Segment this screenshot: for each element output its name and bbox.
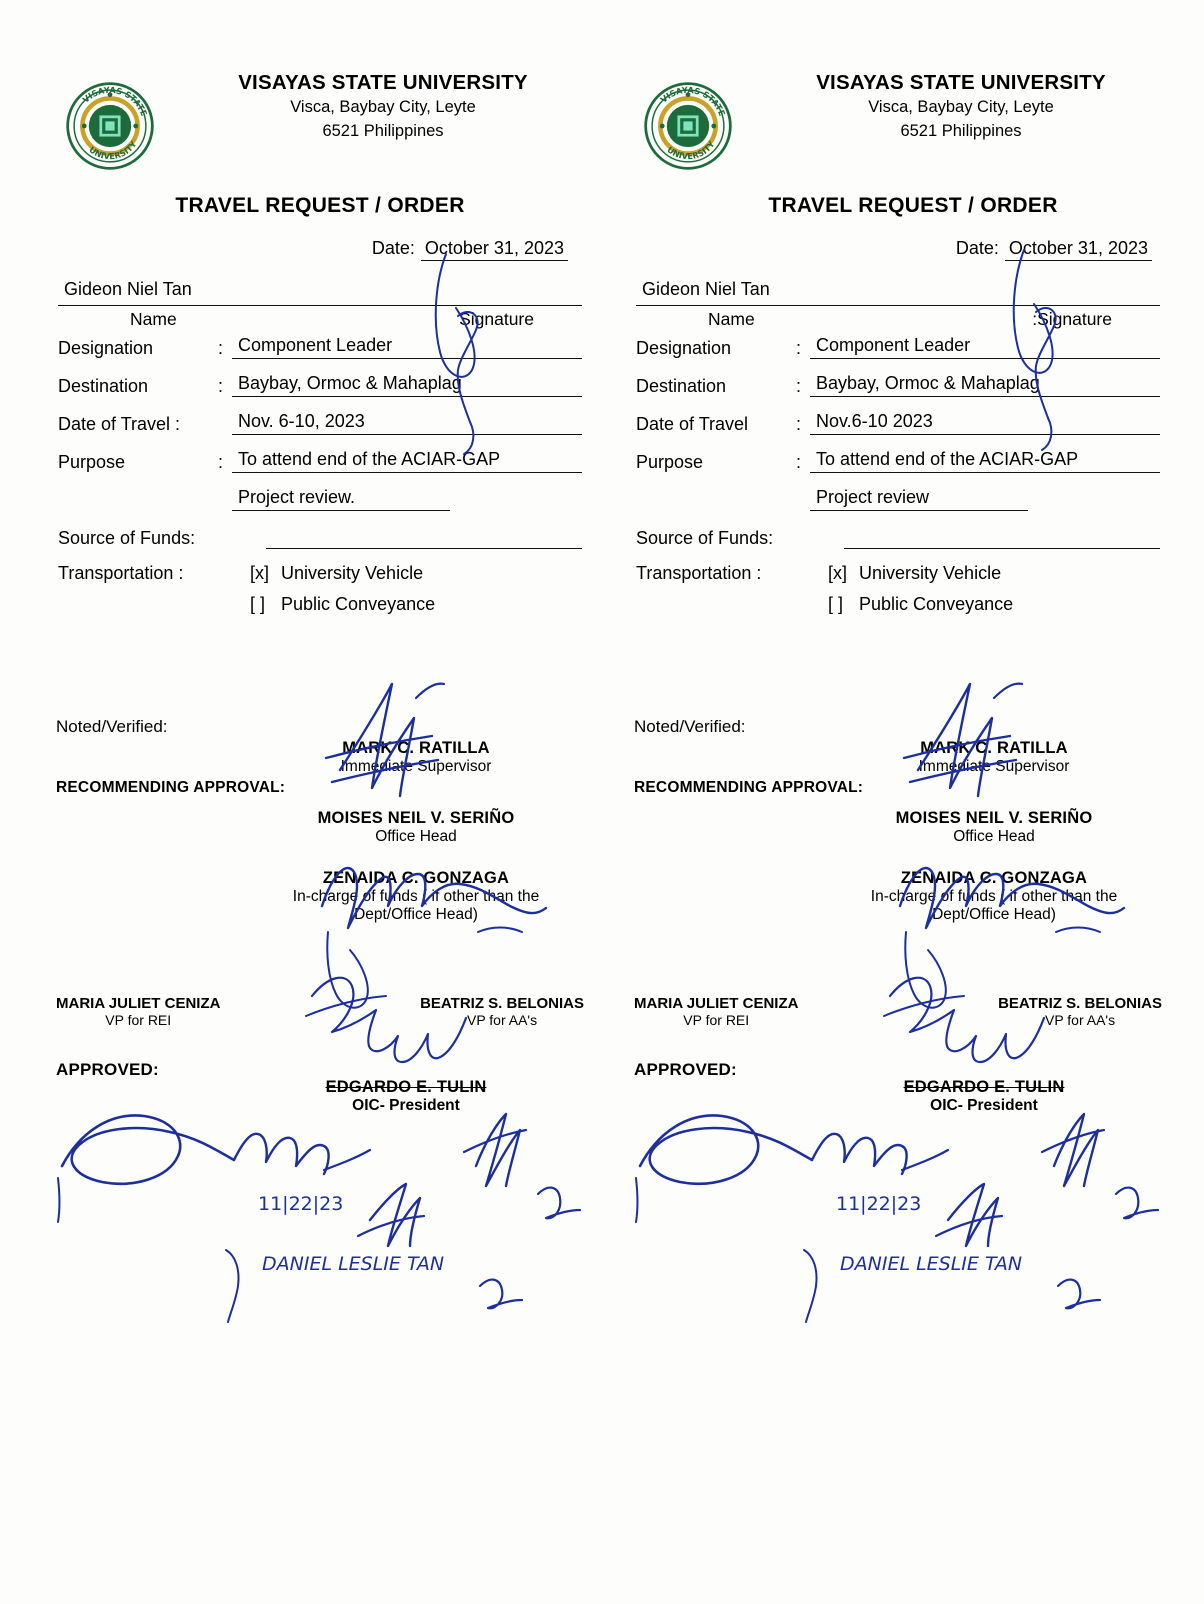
president-role: OIC- President	[930, 1097, 1038, 1114]
svg-text:VISAYAS STATE: VISAYAS STATE	[658, 84, 728, 118]
in-charge-of-funds-name: ZENAIDA C. GONZAGA	[900, 869, 1088, 887]
svg-text:UNIVERSITY: UNIVERSITY	[87, 139, 139, 162]
purpose-value-line-2: Project review.	[232, 487, 450, 511]
in-charge-of-funds-role-line-1: In-charge of funds ( if other than the	[870, 888, 1118, 905]
source-of-funds-value	[266, 525, 582, 549]
transport-option-public-label: Public Conveyance	[859, 594, 1014, 614]
vp-rei-block	[634, 995, 798, 1028]
transport-option-university-vehicle[interactable]	[250, 563, 435, 584]
date-of-travel-value: Nov.6-10 2023	[810, 411, 1160, 435]
noted-verified-label: Noted/Verified:	[634, 717, 746, 736]
purpose-row	[58, 449, 600, 473]
vp-rei-name: MARIA JULIET CENIZA	[56, 995, 221, 1012]
recommending-approval-label: RECOMMENDING APPROVAL:	[634, 779, 864, 796]
purpose-value-line-2: Project review	[810, 487, 1028, 511]
checkbox-university-vehicle[interactable]: [x]	[250, 563, 270, 583]
transport-option-public-conveyance[interactable]	[250, 594, 435, 615]
transport-option-public-conveyance[interactable]	[828, 594, 1013, 615]
noted-verified-label: Noted/Verified:	[56, 717, 168, 736]
noted-verified-name: MARK C. RATILLA	[342, 739, 490, 757]
form-title: TRAVEL REQUEST / ORDER	[175, 194, 465, 217]
recommending-approval-name: MOISES NEIL V. SERIÑO	[317, 809, 515, 827]
signature-label: Signature	[459, 309, 534, 329]
designation-row	[636, 335, 1178, 359]
travel-request-form-copy-1	[40, 70, 600, 1275]
university-address-line-1: Visca, Baybay City, Leyte	[868, 97, 1054, 116]
designation-colon: :	[796, 338, 802, 358]
handwritten-date-text: 11|22|23	[258, 1193, 344, 1215]
purpose-label: Purpose	[58, 452, 126, 472]
date-label: Date:	[371, 238, 415, 258]
recommending-approval-role: Office Head	[953, 828, 1035, 845]
name-rule	[58, 305, 582, 306]
date-row	[40, 238, 600, 261]
transportation-label: Transportation :	[636, 563, 762, 583]
university-address-line-2: 6521 Philippines	[322, 121, 444, 140]
checkbox-public-conveyance[interactable]: [ ]	[828, 594, 844, 614]
approvals-section	[40, 677, 600, 1142]
transport-option-university-label: University Vehicle	[859, 563, 1002, 583]
university-seal-icon	[642, 80, 734, 172]
date-of-travel-label: Date of Travel	[636, 414, 749, 434]
checkbox-public-conveyance[interactable]: [ ]	[250, 594, 266, 614]
svg-text:UNIVERSITY: UNIVERSITY	[665, 139, 717, 162]
approvals-section	[618, 677, 1178, 1142]
date-label: Date:	[955, 238, 999, 258]
in-charge-of-funds-role-line-2: Dept/Office Head)	[354, 906, 478, 923]
transportation-row	[636, 563, 1178, 625]
recommending-approval-name: MOISES NEIL V. SERIÑO	[895, 809, 1093, 827]
purpose-value-line-1: To attend end of the ACIAR-GAP	[810, 449, 1160, 473]
name-label: Name	[708, 309, 755, 329]
designation-label: Designation	[636, 338, 732, 358]
designation-label: Designation	[58, 338, 154, 358]
in-charge-of-funds-role-line-1: In-charge of funds ( if other than the	[292, 888, 540, 905]
date-value: October 31, 2023	[1005, 238, 1152, 261]
designation-value: Component Leader	[232, 335, 582, 359]
name-value: Gideon Niel Tan	[642, 279, 770, 299]
vp-aas-role: VP for AA's	[1044, 1012, 1116, 1028]
form-header	[40, 70, 600, 172]
name-row	[636, 279, 1178, 335]
designation-colon: :	[218, 338, 224, 358]
date-row	[618, 238, 1178, 261]
in-charge-of-funds-name: ZENAIDA C. GONZAGA	[322, 869, 510, 887]
university-address-line-2: 6521 Philippines	[900, 121, 1022, 140]
checkbox-university-vehicle[interactable]: [x]	[828, 563, 848, 583]
noted-verified-name: MARK C. RATILLA	[920, 739, 1068, 757]
university-name: VISAYAS STATE UNIVERSITY	[816, 71, 1106, 94]
university-name: VISAYAS STATE UNIVERSITY	[238, 71, 528, 94]
destination-row	[636, 373, 1178, 397]
destination-value: Baybay, Ormoc & Mahaplag	[810, 373, 1160, 397]
purpose-value-line-1: To attend end of the ACIAR-GAP	[232, 449, 582, 473]
president-name: EDGARDO E. TULIN	[903, 1078, 1065, 1096]
svg-text:11|22|23: 11|22|23	[836, 1193, 922, 1215]
purpose-row-continued	[58, 487, 600, 511]
president-name: EDGARDO E. TULIN	[325, 1078, 487, 1096]
destination-label: Destination	[58, 376, 149, 396]
date-of-travel-colon: :	[796, 414, 802, 434]
source-of-funds-value	[844, 525, 1160, 549]
transport-option-university-label: University Vehicle	[281, 563, 424, 583]
vp-aas-block	[420, 995, 584, 1028]
source-of-funds-label: Source of Funds:	[58, 528, 196, 548]
form-header	[618, 70, 1178, 172]
vp-aas-role: VP for AA's	[466, 1012, 538, 1028]
approved-label: APPROVED:	[634, 1060, 737, 1079]
form-copies-container	[0, 70, 1204, 1275]
purpose-colon: :	[218, 452, 224, 472]
name-row	[58, 279, 600, 335]
name-rule	[636, 305, 1160, 306]
source-of-funds-row	[58, 525, 600, 549]
approved-label: APPROVED:	[56, 1060, 159, 1079]
source-of-funds-label: Source of Funds:	[636, 528, 774, 548]
transportation-row	[58, 563, 600, 625]
signature-label: :Signature	[1032, 309, 1112, 329]
vp-rei-name: MARIA JULIET CENIZA	[634, 995, 799, 1012]
date-of-travel-value: Nov. 6-10, 2023	[232, 411, 582, 435]
recommending-approval-label: RECOMMENDING APPROVAL:	[56, 779, 286, 796]
university-address-line-1: Visca, Baybay City, Leyte	[290, 97, 476, 116]
university-seal-icon	[64, 80, 156, 172]
source-of-funds-row	[636, 525, 1178, 549]
purpose-row-continued	[636, 487, 1178, 511]
vp-rei-block	[56, 995, 220, 1028]
svg-text:DANIEL LESLIE TAN: DANIEL LESLIE TAN	[262, 1253, 445, 1275]
svg-text:VISAYAS STATE: VISAYAS STATE	[80, 84, 150, 118]
form-fields	[40, 279, 600, 625]
purpose-colon: :	[796, 452, 802, 472]
in-charge-of-funds-role-line-2: Dept/Office Head)	[932, 906, 1056, 923]
recommending-approval-role: Office Head	[375, 828, 457, 845]
name-label: Name	[130, 309, 177, 329]
noted-verified-role: Immediate Supervisor	[340, 758, 492, 775]
designation-row	[58, 335, 600, 359]
transportation-label: Transportation :	[58, 563, 184, 583]
noted-verified-role: Immediate Supervisor	[918, 758, 1070, 775]
travel-request-form-copy-2	[618, 70, 1178, 1275]
purpose-row	[636, 449, 1178, 473]
date-of-travel-row	[58, 411, 600, 435]
vp-aas-name: BEATRIZ S. BELONIAS	[998, 995, 1162, 1012]
transport-option-public-label: Public Conveyance	[281, 594, 436, 614]
purpose-label: Purpose	[636, 452, 704, 472]
date-of-travel-label: Date of Travel :	[58, 414, 181, 434]
president-role: OIC- President	[352, 1097, 460, 1114]
form-fields	[618, 279, 1178, 625]
form-title: TRAVEL REQUEST / ORDER	[768, 194, 1058, 217]
vp-aas-name: BEATRIZ S. BELONIAS	[420, 995, 584, 1012]
vp-rei-role: VP for REI	[105, 1012, 172, 1028]
destination-colon: :	[796, 376, 802, 396]
svg-text:DANIEL LESLIE TAN: DANIEL LESLIE TAN	[840, 1253, 1023, 1275]
date-of-travel-row	[636, 411, 1178, 435]
transport-option-university-vehicle[interactable]	[828, 563, 1013, 584]
destination-value: Baybay, Ormoc & Mahaplag	[232, 373, 582, 397]
vp-rei-role: VP for REI	[683, 1012, 750, 1028]
name-value: Gideon Niel Tan	[64, 279, 192, 299]
vp-aas-block	[998, 995, 1162, 1028]
designation-value: Component Leader	[810, 335, 1160, 359]
date-value: October 31, 2023	[421, 238, 568, 261]
destination-colon: :	[218, 376, 224, 396]
destination-label: Destination	[636, 376, 727, 396]
destination-row	[58, 373, 600, 397]
